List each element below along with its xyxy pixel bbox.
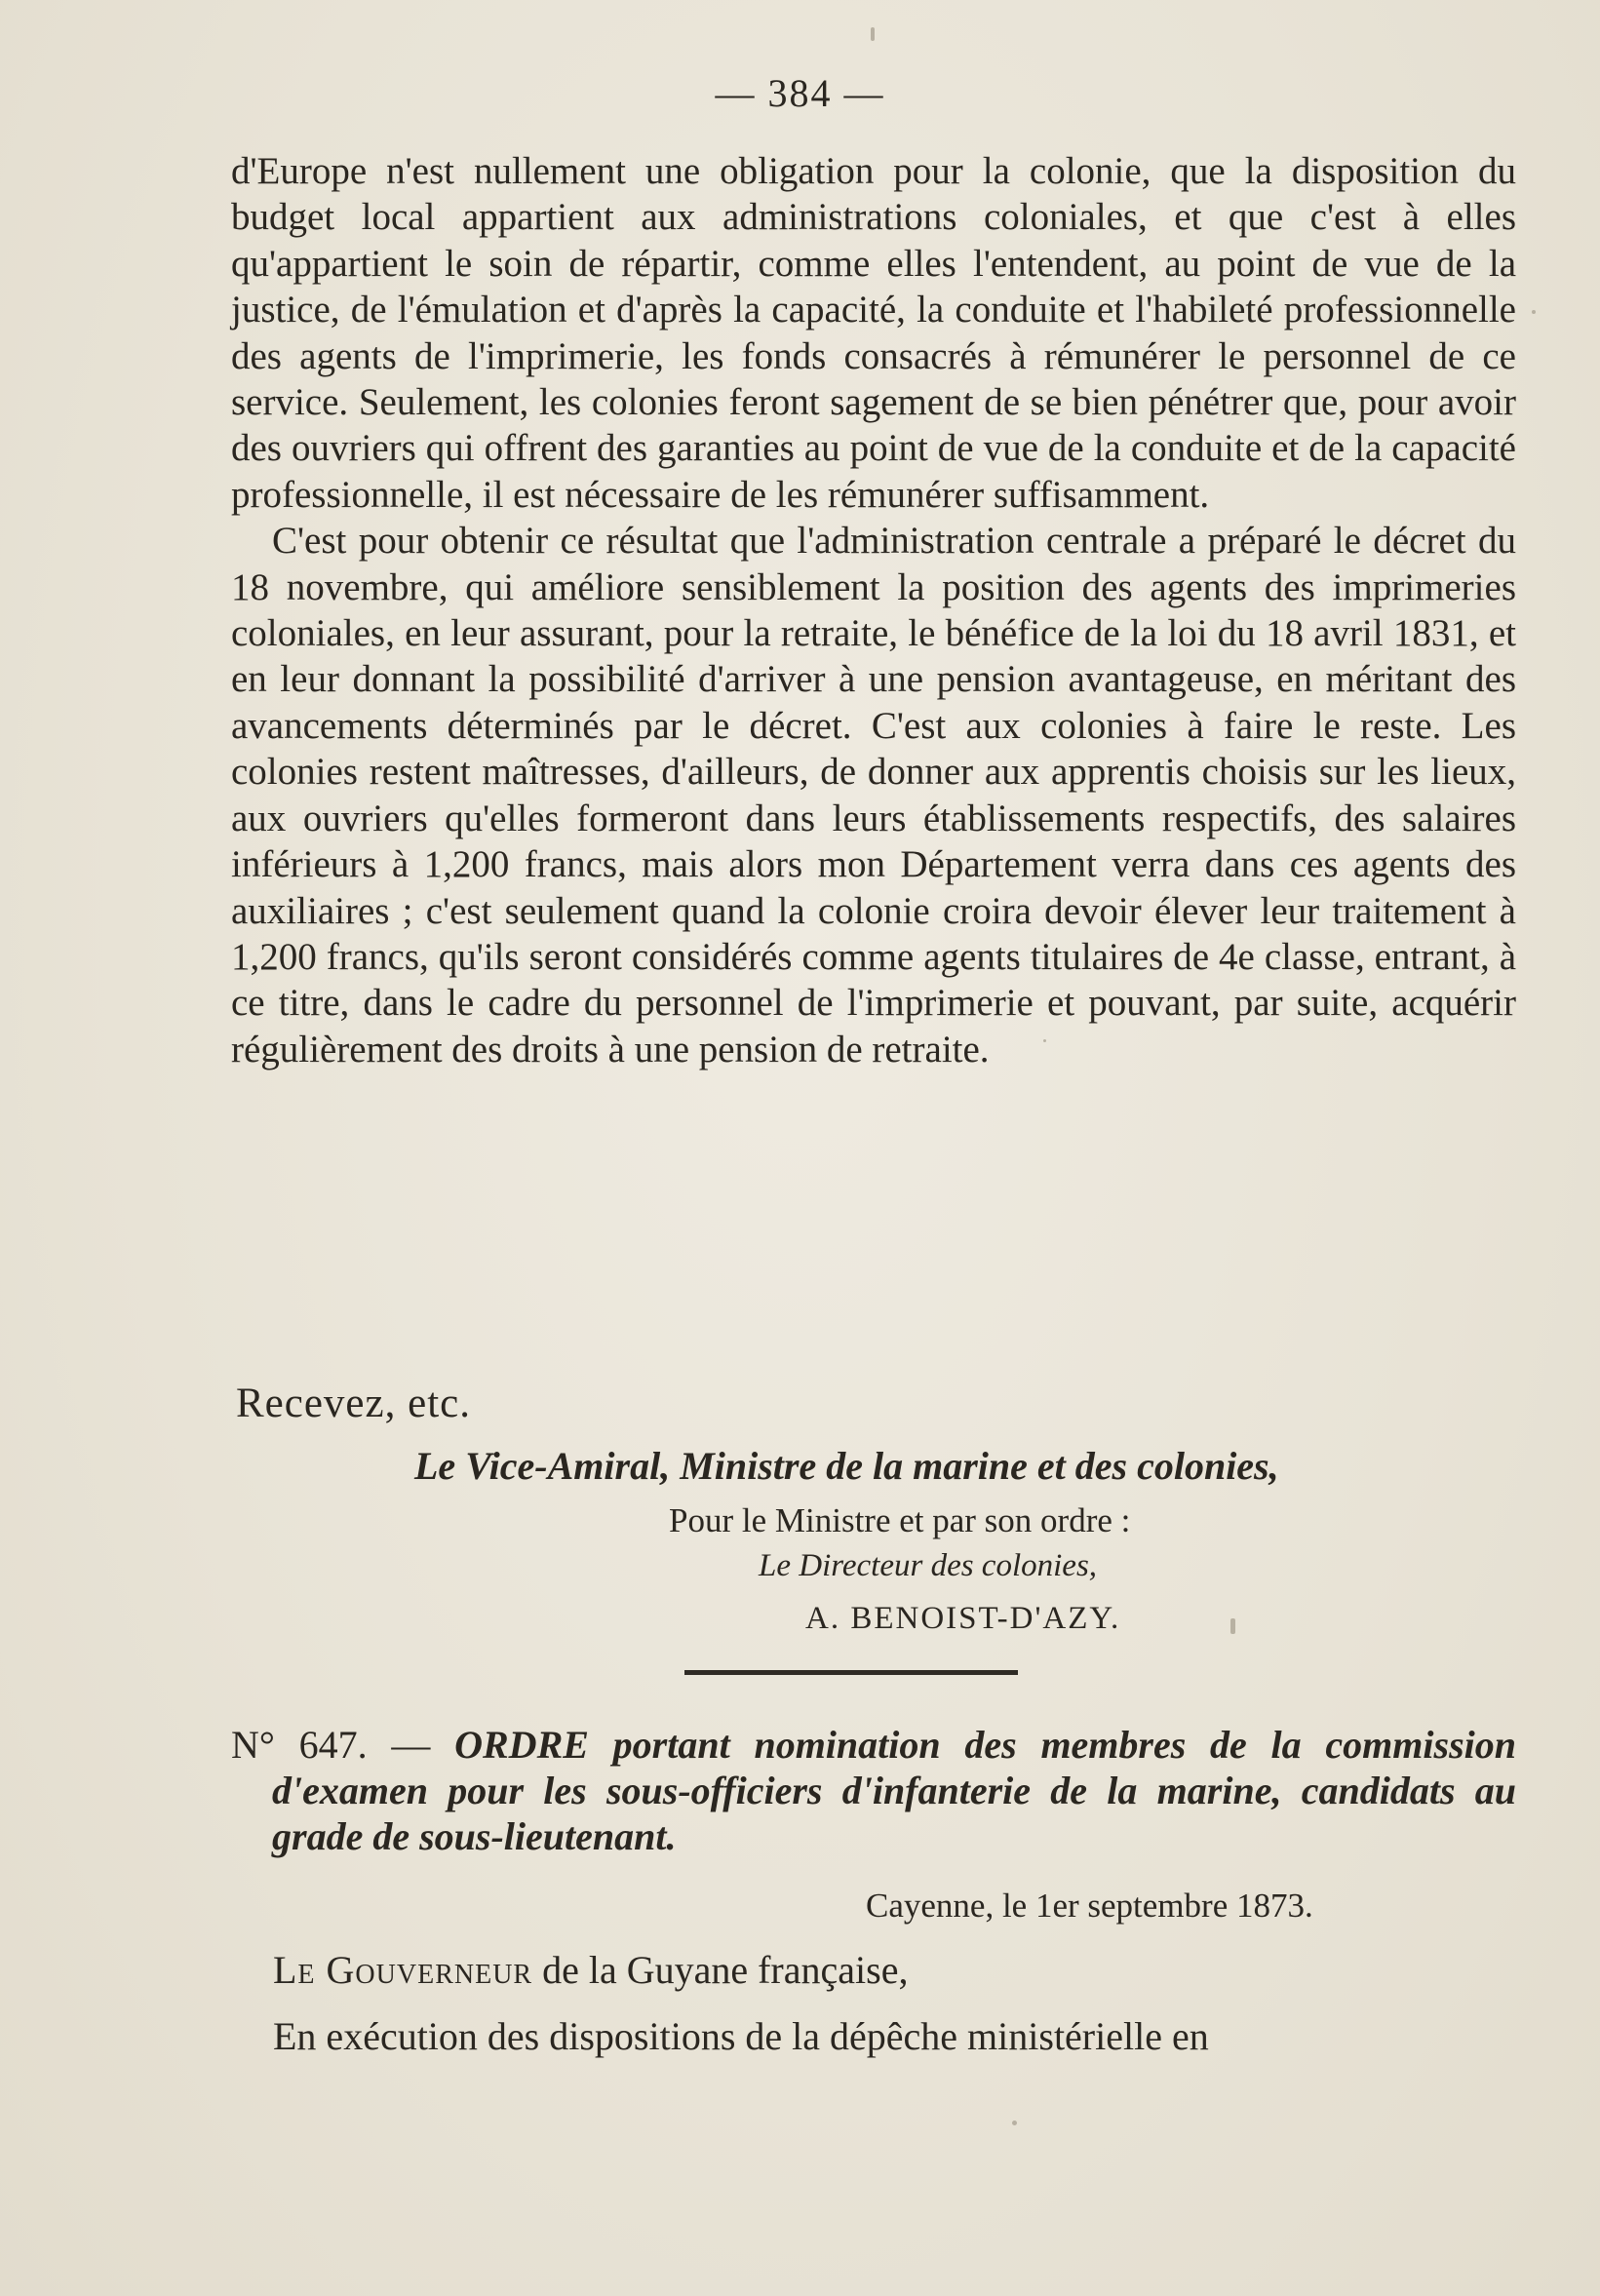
ordre-title: ORDRE portant nomination des membres de la commission d'examen pour les sous-officiers d'infanterie de la marine, candidats au grade de sous-lieutenant. (272, 1723, 1516, 1858)
paragraph-continuation: d'Europe n'est nullement une obligation pour la colonie, que la disposition du budget local appartient aux administrations coloniales, et que c'est à elles qu'appartient le soin de répartir, comme elles l'entendent, au point de vue de la justice, de l'émulation et d'après la capacité, la conduite et l'habileté professionnelle des agents de l'imprimerie, les fonds consacrés à rémunérer le personnel de ce service. Seulement, les colonies feront sagement de se bien pénétrer que, pour avoir des ouvriers qui offrent des garanties au point de vue de la conduite et de la capacité professionnelle, il est nécessaire de les rémunérer suffisamment. (231, 150, 1516, 516)
execution-line: En exécution des dispositions de la dépêche ministérielle en (273, 2014, 1209, 2058)
signature-name: A. BENOIST-D'AZY. (805, 1601, 1121, 1636)
ordre-number: N° 647. — (231, 1723, 455, 1767)
gouverneur-title: Le Gouverneur (273, 1948, 533, 1992)
paper-speck (871, 27, 875, 41)
page-number: — 384 — (715, 71, 885, 115)
gouverneur-line (273, 1947, 908, 1993)
letter-body (231, 148, 1516, 1072)
paper-speck (1230, 1618, 1235, 1634)
paper-speck (1012, 2121, 1017, 2125)
signature-delegation: Pour le Ministre et par son ordre : (669, 1501, 1131, 1539)
gouverneur-rest: de la Guyane française, (532, 1948, 909, 1992)
paper-speck (1043, 1039, 1046, 1042)
closing-salutation: Recevez, etc. (236, 1381, 471, 1426)
paper-speck (1532, 310, 1536, 314)
signature-director-title: Le Directeur des colonies, (759, 1548, 1098, 1583)
signature-minister: Le Vice-Amiral, Ministre de la marine et des colonies, (414, 1444, 1279, 1488)
section-divider (684, 1670, 1018, 1675)
ordre-heading (231, 1722, 1516, 1859)
dateline: Cayenne, le 1er septembre 1873. (866, 1887, 1313, 1925)
paragraph-resultat: C'est pour obtenir ce résultat que l'administration centrale a préparé le décret du 18 novembre, qui améliore sensiblement la position des agents des imprimeries coloniales, en leur assurant, pour la retraite, le bénéfice de la loi du 18 avril 1831, et en leur donnant la possibilité d'arriver à une pension avantageuse, en méritant des avancements déterminés par le décret. C'est aux colonies à faire le reste. Les colonies restent maîtresses, d'ailleurs, de donner aux apprentis choisis sur les lieux, aux ouvriers qu'elles formeront dans leurs établissements respectifs, des salaires inférieurs à 1,200 francs, mais alors mon Département verra dans ces agents des auxiliaires ; c'est seulement quand la colonie croira devoir élever leur traitement à 1,200 francs, qu'ils seront considérés comme agents titulaires de 4e classe, entrant, à ce titre, dans le cadre du personnel de l'imprimerie et pouvant, par suite, acquérir régulièrement des droits à une pension de retraite. (231, 520, 1516, 1070)
